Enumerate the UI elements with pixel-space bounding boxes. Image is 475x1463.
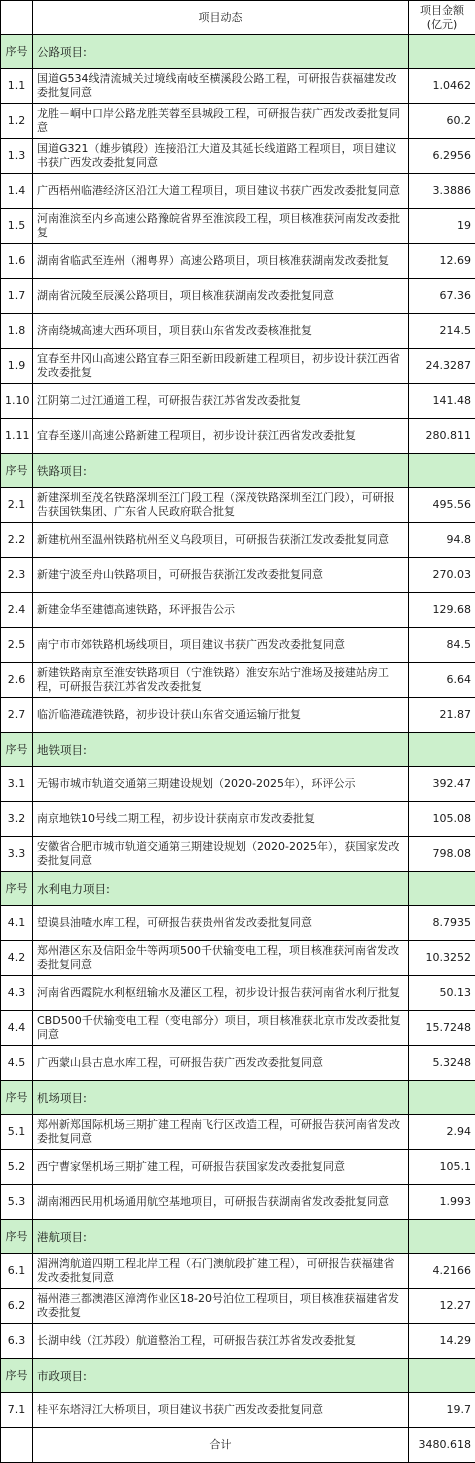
- section-row: [1, 454, 475, 488]
- project-row: [1, 279, 475, 314]
- project-description: 湖南湘西民用机场通用航空基地项目，可研报告获湖南省发改委批复同意: [33, 1185, 409, 1220]
- project-description: 新建杭州至温州铁路杭州至义乌段项目，可研报告获浙江发改委批复同意: [33, 523, 409, 558]
- project-amount: 141.48: [409, 384, 475, 419]
- project-description: 国道G321（雄步镇段）连接沿江大道及其延长线道路工程项目，项目建议书获广西发改委批复同意: [33, 139, 409, 174]
- project-amount: 392.47: [409, 767, 475, 802]
- project-row: [1, 802, 475, 837]
- project-row: [1, 174, 475, 209]
- section-amount-cell: [409, 1359, 475, 1393]
- project-description: 湖南省临武至连州（湘粤界）高速公路项目，项目核准获湖南发改委批复: [33, 244, 409, 279]
- section-title: 水利电力项目:: [33, 872, 409, 906]
- project-number: 2.2: [1, 523, 33, 558]
- section-title: 港航项目:: [33, 1220, 409, 1254]
- project-description: 新建铁路南京至淮安铁路项目（宁淮铁路）淮安东站宁淮场及接建站房工程，可研报告获江苏省发改委批复: [33, 663, 409, 698]
- section-amount-cell: [409, 1081, 475, 1115]
- project-description: 宜春至井冈山高速公路宜春三阳至新田段新建工程项目，初步设计获江西省发改委批复: [33, 349, 409, 384]
- project-amount: 3.3886: [409, 174, 475, 209]
- project-number: 4.4: [1, 1011, 33, 1046]
- project-amount: 84.5: [409, 628, 475, 663]
- project-row: [1, 419, 475, 454]
- project-row: [1, 1324, 475, 1359]
- project-description: 宜春至遂川高速公路新建工程项目，初步设计获江西省发改委批复: [33, 419, 409, 454]
- project-number: 5.2: [1, 1150, 33, 1185]
- header-amount-line1: 项目金额: [420, 4, 464, 17]
- project-row: [1, 941, 475, 976]
- project-row: [1, 593, 475, 628]
- project-description: 河南淮滨至内乡高速公路豫皖省界至淮滨段工程，项目核准获河南发改委批复: [33, 209, 409, 244]
- section-title: 公路项目:: [33, 35, 409, 69]
- section-title: 市政项目:: [33, 1359, 409, 1393]
- project-description: 福州港三都澳港区漳湾作业区18-20号泊位工程项目，项目核准获福建省发改委批复: [33, 1289, 409, 1324]
- project-description: 湄洲湾航道四期工程北岸工程（石门澳航段扩建工程），可研报告获福建省发改委批复同意: [33, 1254, 409, 1289]
- project-description: 临沂临港疏港铁路，初步设计获山东省交通运输厅批复: [33, 698, 409, 733]
- section-row: [1, 1081, 475, 1115]
- header-row: [1, 1, 475, 35]
- total-label: 合计: [33, 1428, 409, 1463]
- project-row: [1, 837, 475, 872]
- project-amount: 12.27: [409, 1289, 475, 1324]
- section-title: 铁路项目:: [33, 454, 409, 488]
- project-amount: 67.36: [409, 279, 475, 314]
- project-number: 1.2: [1, 104, 33, 139]
- project-description: 长湖申线（江苏段）航道整治工程，可研报告获江苏省发改委批复: [33, 1324, 409, 1359]
- project-row: [1, 698, 475, 733]
- project-amount: 5.3248: [409, 1046, 475, 1081]
- project-row: [1, 1393, 475, 1428]
- project-amount: 280.811: [409, 419, 475, 454]
- project-row: [1, 628, 475, 663]
- project-row: [1, 1185, 475, 1220]
- project-number: 1.9: [1, 349, 33, 384]
- project-description: 郑州新郑国际机场三期扩建工程南飞行区改造工程，可研报告获河南省发改委批复同意: [33, 1115, 409, 1150]
- project-amount: 105.08: [409, 802, 475, 837]
- header-seq-cell: [1, 1, 33, 35]
- section-amount-cell: [409, 35, 475, 69]
- project-number: 3.2: [1, 802, 33, 837]
- project-amount: 21.87: [409, 698, 475, 733]
- header-amount-line2: (亿元): [427, 18, 458, 31]
- project-row: [1, 139, 475, 174]
- project-number: 1.8: [1, 314, 33, 349]
- header-amount: [409, 1, 475, 35]
- project-description: 国道G534线清流城关过境线南岐至横溪段公路工程，可研报告获福建发改委批复同意: [33, 69, 409, 104]
- project-row: [1, 663, 475, 698]
- section-title: 地铁项目:: [33, 733, 409, 767]
- project-row: [1, 1115, 475, 1150]
- project-number: 4.3: [1, 976, 33, 1011]
- project-row: [1, 209, 475, 244]
- total-row: [1, 1428, 475, 1463]
- project-row: [1, 523, 475, 558]
- project-description: 湖南省沅陵至辰溪公路项目，项目核准获湖南发改委批复同意: [33, 279, 409, 314]
- project-number: 2.5: [1, 628, 33, 663]
- project-number: 4.2: [1, 941, 33, 976]
- project-row: [1, 104, 475, 139]
- project-row: [1, 244, 475, 279]
- project-number: 1.3: [1, 139, 33, 174]
- section-seq-label: 序号: [1, 733, 33, 767]
- project-row: [1, 1254, 475, 1289]
- section-seq-label: 序号: [1, 1220, 33, 1254]
- project-amount: 8.7935: [409, 906, 475, 941]
- project-number: 6.2: [1, 1289, 33, 1324]
- project-description: 龙胜－峒中口岸公路龙胜芙蓉至县城段工程，可研报告获广西发改委批复同意: [33, 104, 409, 139]
- project-description: 广西梧州临港经济区沿江大道工程项目，项目建议书获广西发改委批复同意: [33, 174, 409, 209]
- project-description: 望谟县油喳水库工程，可研报告获贵州省发改委批复同意: [33, 906, 409, 941]
- section-seq-label: 序号: [1, 1081, 33, 1115]
- section-amount-cell: [409, 1220, 475, 1254]
- section-seq-label: 序号: [1, 35, 33, 69]
- project-description: 新建金华至建德高速铁路，环评报告公示: [33, 593, 409, 628]
- project-number: 6.3: [1, 1324, 33, 1359]
- project-number: 2.3: [1, 558, 33, 593]
- section-title: 机场项目:: [33, 1081, 409, 1115]
- project-amount: 19.7: [409, 1393, 475, 1428]
- project-amount: 24.3287: [409, 349, 475, 384]
- project-description: 郑州港区东及信阳金牛等两项500千伏输变电工程，项目核准获河南省发改委批复同意: [33, 941, 409, 976]
- project-description: 江阴第二过江通道工程，可研报告获江苏省发改委批复: [33, 384, 409, 419]
- total-seq-cell: [1, 1428, 33, 1463]
- project-row: [1, 1046, 475, 1081]
- project-number: 1.6: [1, 244, 33, 279]
- project-number: 4.5: [1, 1046, 33, 1081]
- project-row: [1, 1289, 475, 1324]
- section-row: [1, 733, 475, 767]
- project-amount: 1.993: [409, 1185, 475, 1220]
- section-row: [1, 1359, 475, 1393]
- section-amount-cell: [409, 733, 475, 767]
- project-description: 无锡市城市轨道交通第三期建设规划（2020-2025年），环评公示: [33, 767, 409, 802]
- project-amount: 19: [409, 209, 475, 244]
- project-number: 1.7: [1, 279, 33, 314]
- project-number: 1.4: [1, 174, 33, 209]
- header-title: 项目动态: [33, 1, 409, 35]
- project-number: 4.1: [1, 906, 33, 941]
- project-amount: 10.3252: [409, 941, 475, 976]
- project-row: [1, 1011, 475, 1046]
- project-amount: 270.03: [409, 558, 475, 593]
- project-row: [1, 558, 475, 593]
- project-description: 新建宁波至舟山铁路项目，可研报告获浙江发改委批复同意: [33, 558, 409, 593]
- project-row: [1, 488, 475, 523]
- project-amount: 2.94: [409, 1115, 475, 1150]
- project-amount: 14.29: [409, 1324, 475, 1359]
- project-description: 桂平东塔浔江大桥项目，项目建议书获广西发改委批复同意: [33, 1393, 409, 1428]
- project-number: 1.10: [1, 384, 33, 419]
- project-number: 1.1: [1, 69, 33, 104]
- project-description: 新建深圳至茂名铁路深圳至江门段工程（深茂铁路深圳至江门段），可研报告获国铁集团、广东省人民政府联合批复: [33, 488, 409, 523]
- project-amount: 60.2: [409, 104, 475, 139]
- project-description: 河南省西霞院水利枢纽输水及灌区工程，初步设计报告获河南省水利厅批复: [33, 976, 409, 1011]
- project-number: 5.1: [1, 1115, 33, 1150]
- project-number: 7.1: [1, 1393, 33, 1428]
- project-number: 1.11: [1, 419, 33, 454]
- project-description: 广西蒙山县古息水库工程，可研报告获广西发改委批复同意: [33, 1046, 409, 1081]
- project-number: 3.1: [1, 767, 33, 802]
- project-row: [1, 69, 475, 104]
- project-amount: 4.2166: [409, 1254, 475, 1289]
- project-description: 济南绕城高速大西环项目，项目获山东省发改委核准批复: [33, 314, 409, 349]
- project-row: [1, 1150, 475, 1185]
- project-amount: 105.1: [409, 1150, 475, 1185]
- section-seq-label: 序号: [1, 454, 33, 488]
- project-number: 2.6: [1, 663, 33, 698]
- project-number: 2.4: [1, 593, 33, 628]
- project-amount: 129.68: [409, 593, 475, 628]
- section-amount-cell: [409, 454, 475, 488]
- project-description: 南京地铁10号线二期工程，初步设计获南京市发改委批复: [33, 802, 409, 837]
- section-seq-label: 序号: [1, 872, 33, 906]
- project-row: [1, 976, 475, 1011]
- project-number: 2.7: [1, 698, 33, 733]
- project-amount: 94.8: [409, 523, 475, 558]
- project-number: 6.1: [1, 1254, 33, 1289]
- project-amount: 12.69: [409, 244, 475, 279]
- project-amount: 6.2956: [409, 139, 475, 174]
- section-row: [1, 1220, 475, 1254]
- total-amount: 3480.618: [409, 1428, 475, 1463]
- project-amount: 495.56: [409, 488, 475, 523]
- project-amount: 798.08: [409, 837, 475, 872]
- project-description: 安徽省合肥市城市轨道交通第三期建设规划（2020-2025年），获国家发改委批复同意: [33, 837, 409, 872]
- project-row: [1, 906, 475, 941]
- section-amount-cell: [409, 872, 475, 906]
- project-number: 3.3: [1, 837, 33, 872]
- project-description: 西宁曹家堡机场三期扩建工程，可研报告获国家发改委批复同意: [33, 1150, 409, 1185]
- section-row: [1, 35, 475, 69]
- project-description: 南宁市市郊铁路机场线项目，项目建议书获广西发改委批复同意: [33, 628, 409, 663]
- project-amount: 214.5: [409, 314, 475, 349]
- section-seq-label: 序号: [1, 1359, 33, 1393]
- project-number: 5.3: [1, 1185, 33, 1220]
- project-amount: 15.7248: [409, 1011, 475, 1046]
- section-row: [1, 872, 475, 906]
- project-amount: 1.0462: [409, 69, 475, 104]
- project-number: 1.5: [1, 209, 33, 244]
- project-row: [1, 349, 475, 384]
- project-amount: 50.13: [409, 976, 475, 1011]
- project-row: [1, 384, 475, 419]
- project-table-body: [1, 1, 475, 1463]
- project-amount: 6.64: [409, 663, 475, 698]
- project-row: [1, 314, 475, 349]
- project-description: CBD500千伏输变电工程（变电部分）项目，项目核准获北京市发改委批复同意: [33, 1011, 409, 1046]
- project-number: 2.1: [1, 488, 33, 523]
- project-row: [1, 767, 475, 802]
